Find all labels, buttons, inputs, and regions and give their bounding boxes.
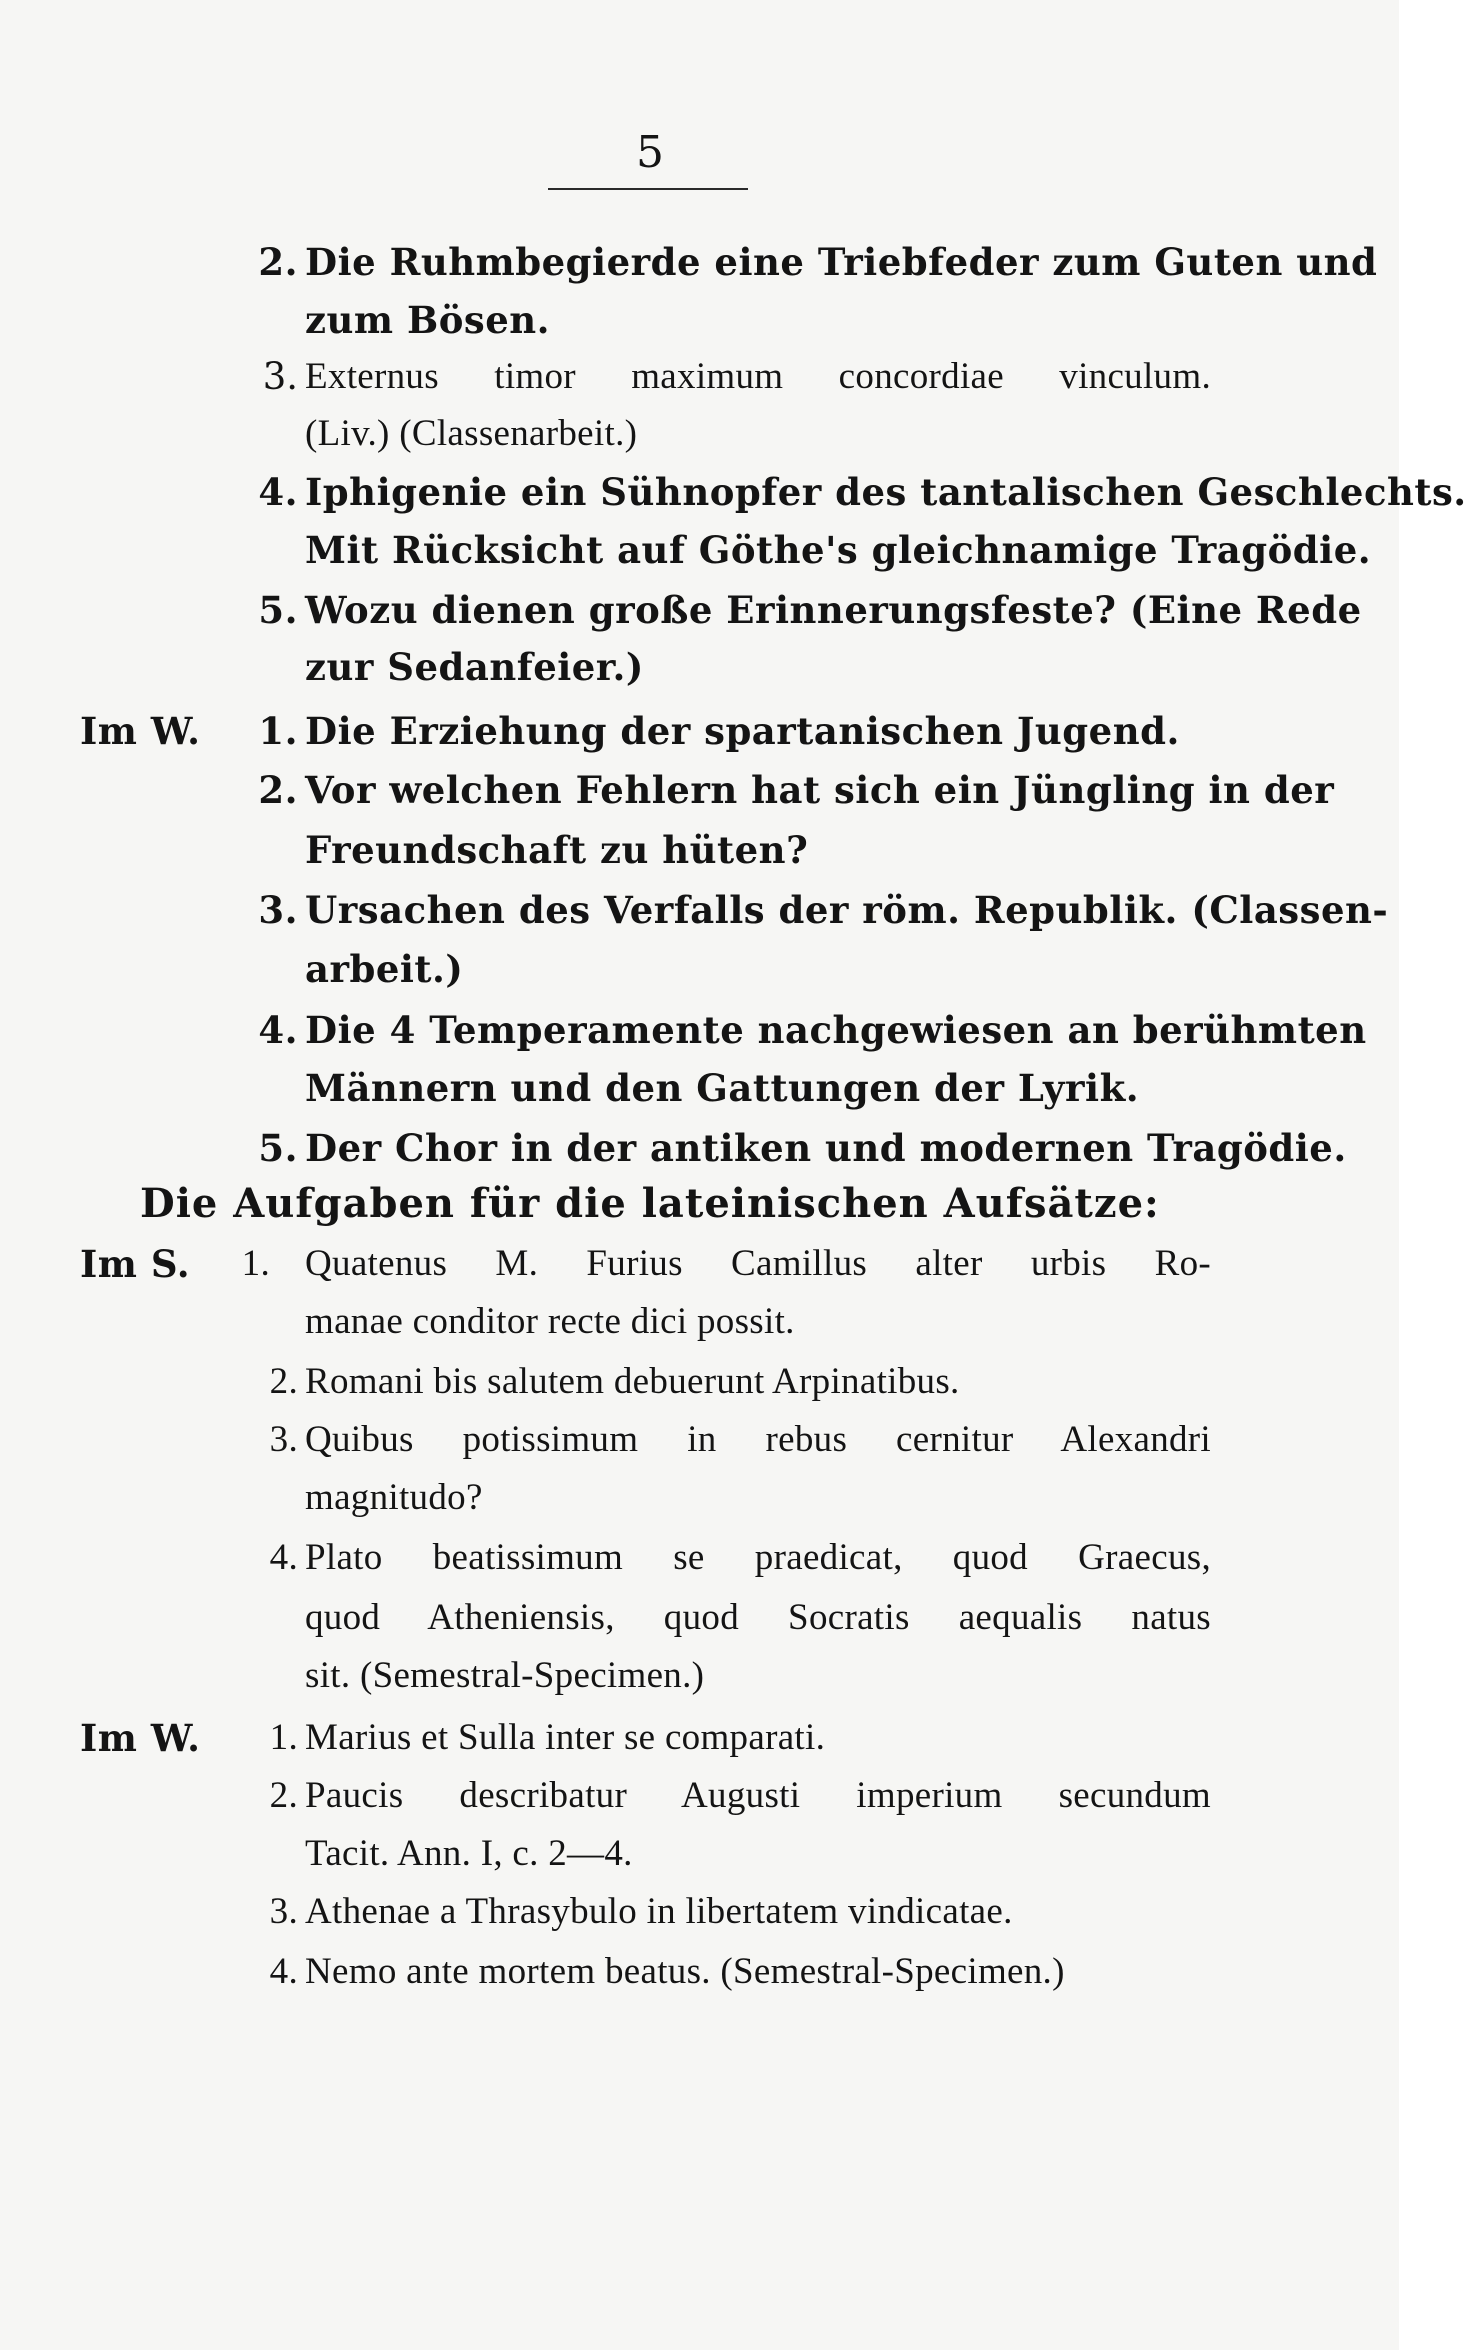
item-text: Die Ruhmbegierde eine Triebfeder zum Guten und	[305, 240, 1378, 284]
item-number: 5.	[258, 588, 298, 632]
item-text: Männern und den Gattungen der Lyrik.	[305, 1066, 1140, 1110]
item-text: Paucis describatur Augusti imperium secundum	[305, 1775, 1211, 1816]
item-number: 3.	[258, 888, 298, 932]
item-number: 1.	[258, 709, 298, 753]
item-text: Tacit. Ann. I, c. 2—4.	[305, 1833, 633, 1874]
item-text: Romani bis salutem debuerunt Arpinatibus.	[305, 1361, 960, 1402]
item-text: Der Chor in der antiken und modernen Tragödie.	[305, 1126, 1347, 1170]
header-rule	[548, 188, 748, 190]
item-text: quod Atheniensis, quod Socratis aequalis natus	[305, 1597, 1211, 1638]
item-text: magnitudo?	[305, 1477, 483, 1518]
item-text: Die Erziehung der spartanischen Jugend.	[305, 709, 1180, 753]
page-number: 5	[636, 127, 664, 178]
item-number: 1.	[241, 1243, 270, 1284]
section-heading: Die Aufgaben für die lateinischen Aufsätze:	[140, 1180, 1160, 1227]
item-text: manae conditor recte dici possit.	[305, 1301, 795, 1342]
item-number: 1.	[269, 1717, 298, 1758]
group-label-winter: Im W.	[80, 709, 201, 753]
item-text: Mit Rücksicht auf Göthe's gleichnamige Tragödie.	[305, 528, 1372, 572]
item-number: 4.	[258, 1008, 298, 1052]
item-number: 4.	[258, 470, 298, 514]
item-text: zum Bösen.	[305, 298, 551, 342]
item-number: 3.	[262, 355, 298, 398]
item-text: Externus timor maximum concordiae vinculum.	[305, 356, 1211, 397]
item-text: zur Sedanfeier.)	[305, 645, 644, 689]
item-text: sit. (Semestral-Specimen.)	[305, 1655, 705, 1696]
item-text: Ursachen des Verfalls der röm. Republik. (Classen-	[305, 888, 1389, 932]
item-number: 2.	[269, 1361, 298, 1402]
item-text: Quatenus M. Furius Camillus alter urbis Ro-	[305, 1243, 1211, 1284]
item-text: Vor welchen Fehlern hat sich ein Jüngling in der	[305, 768, 1335, 812]
item-text: Die 4 Temperamente nachgewiesen an berühmten	[305, 1008, 1367, 1052]
item-text: Wozu dienen große Erinnerungsfeste? (Eine Rede	[305, 588, 1362, 632]
group-label-winter: Im W.	[80, 1716, 201, 1760]
item-text: Plato beatissimum se praedicat, quod Graecus,	[305, 1537, 1211, 1578]
item-number: 4.	[269, 1537, 298, 1578]
item-number: 3.	[269, 1419, 298, 1460]
item-text: Marius et Sulla inter se comparati.	[305, 1717, 826, 1758]
item-number: 3.	[269, 1891, 298, 1932]
item-text: Athenae a Thrasybulo in libertatem vindicatae.	[305, 1891, 1013, 1932]
group-label-summer: Im S.	[80, 1242, 191, 1286]
item-text: arbeit.)	[305, 947, 464, 991]
item-text: (Liv.) (Classenarbeit.)	[305, 413, 638, 454]
item-text: Nemo ante mortem beatus. (Semestral-Specimen.)	[305, 1951, 1065, 1992]
item-number: 2.	[258, 240, 298, 284]
item-text: Freundschaft zu hüten?	[305, 828, 809, 872]
item-number: 5.	[258, 1126, 298, 1170]
item-text: Quibus potissimum in rebus cernitur Alexandri	[305, 1419, 1211, 1460]
item-number: 2.	[269, 1775, 298, 1816]
item-number: 2.	[258, 768, 298, 812]
item-number: 4.	[269, 1951, 298, 1992]
item-text: Iphigenie ein Sühnopfer des tantalischen Geschlechts.	[305, 470, 1467, 514]
